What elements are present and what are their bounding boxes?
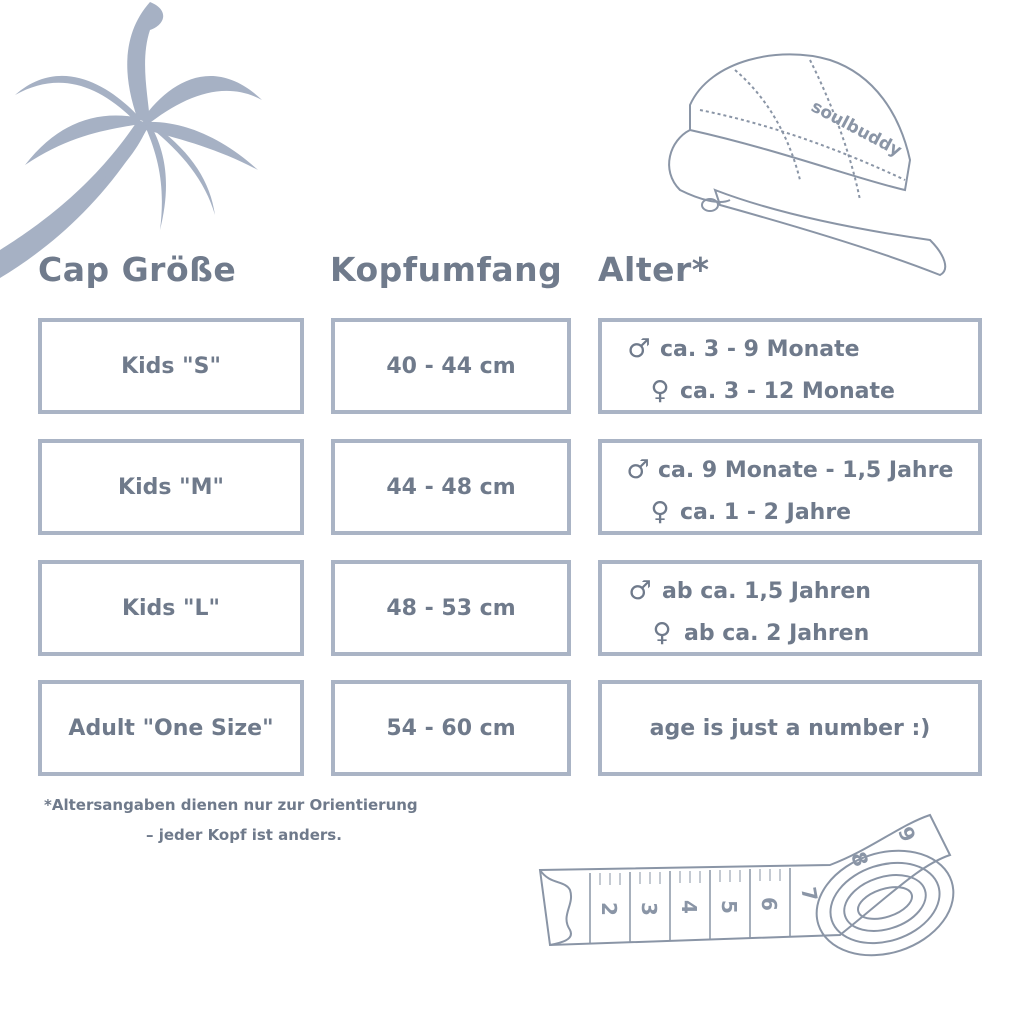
female-icon: ♀ xyxy=(650,497,670,527)
tape-number: 6 xyxy=(757,897,781,911)
footnote-line-1: *Altersangaben dienen nur zur Orientierung xyxy=(44,796,418,814)
age-cell-s xyxy=(598,318,982,414)
age-female-text: ca. 1 - 2 Jahre xyxy=(680,499,852,525)
age-male-text: ca. 9 Monate - 1,5 Jahre xyxy=(658,457,954,483)
tape-number: 2 xyxy=(597,902,621,916)
size-cell-s: Kids "S" xyxy=(38,318,304,414)
head-cell-s: 40 - 44 cm xyxy=(331,318,571,414)
palm-tree-icon xyxy=(0,0,280,290)
male-icon: ♂ xyxy=(627,334,651,364)
head-cell-m: 44 - 48 cm xyxy=(331,439,571,535)
tape-number: 9 xyxy=(893,822,921,846)
tape-number: 3 xyxy=(637,902,661,916)
age-male-text: ab ca. 1,5 Jahren xyxy=(662,578,871,604)
male-icon: ♂ xyxy=(628,576,652,606)
size-cell-adult: Adult "One Size" xyxy=(38,680,304,776)
age-female-text: ab ca. 2 Jahren xyxy=(684,620,870,646)
measuring-tape-icon xyxy=(530,795,970,965)
header-cap-size: Cap Größe xyxy=(38,250,237,289)
size-cell-m: Kids "M" xyxy=(38,439,304,535)
female-icon: ♀ xyxy=(652,618,672,648)
head-cell-l: 48 - 53 cm xyxy=(331,560,571,656)
female-icon: ♀ xyxy=(650,376,670,406)
tape-number: 8 xyxy=(846,848,874,870)
age-cell-adult: age is just a number :) xyxy=(598,680,982,776)
header-age: Alter* xyxy=(598,250,710,289)
male-icon: ♂ xyxy=(626,455,650,485)
head-cell-adult: 54 - 60 cm xyxy=(331,680,571,776)
tape-number: 7 xyxy=(796,885,823,904)
tape-number: 4 xyxy=(677,900,701,914)
age-female-text: ca. 3 - 12 Monate xyxy=(680,378,895,404)
age-male-text: ca. 3 - 9 Monate xyxy=(660,336,860,362)
footnote-line-2: – jeder Kopf ist anders. xyxy=(146,826,342,844)
header-head-circumference: Kopfumfang xyxy=(330,250,563,289)
size-cell-l: Kids "L" xyxy=(38,560,304,656)
cap-icon xyxy=(660,40,960,280)
tape-number: 5 xyxy=(717,900,741,914)
age-cell-m xyxy=(598,439,982,535)
cap-brand-text: soulbuddy xyxy=(807,96,905,162)
age-cell-l xyxy=(598,560,982,656)
